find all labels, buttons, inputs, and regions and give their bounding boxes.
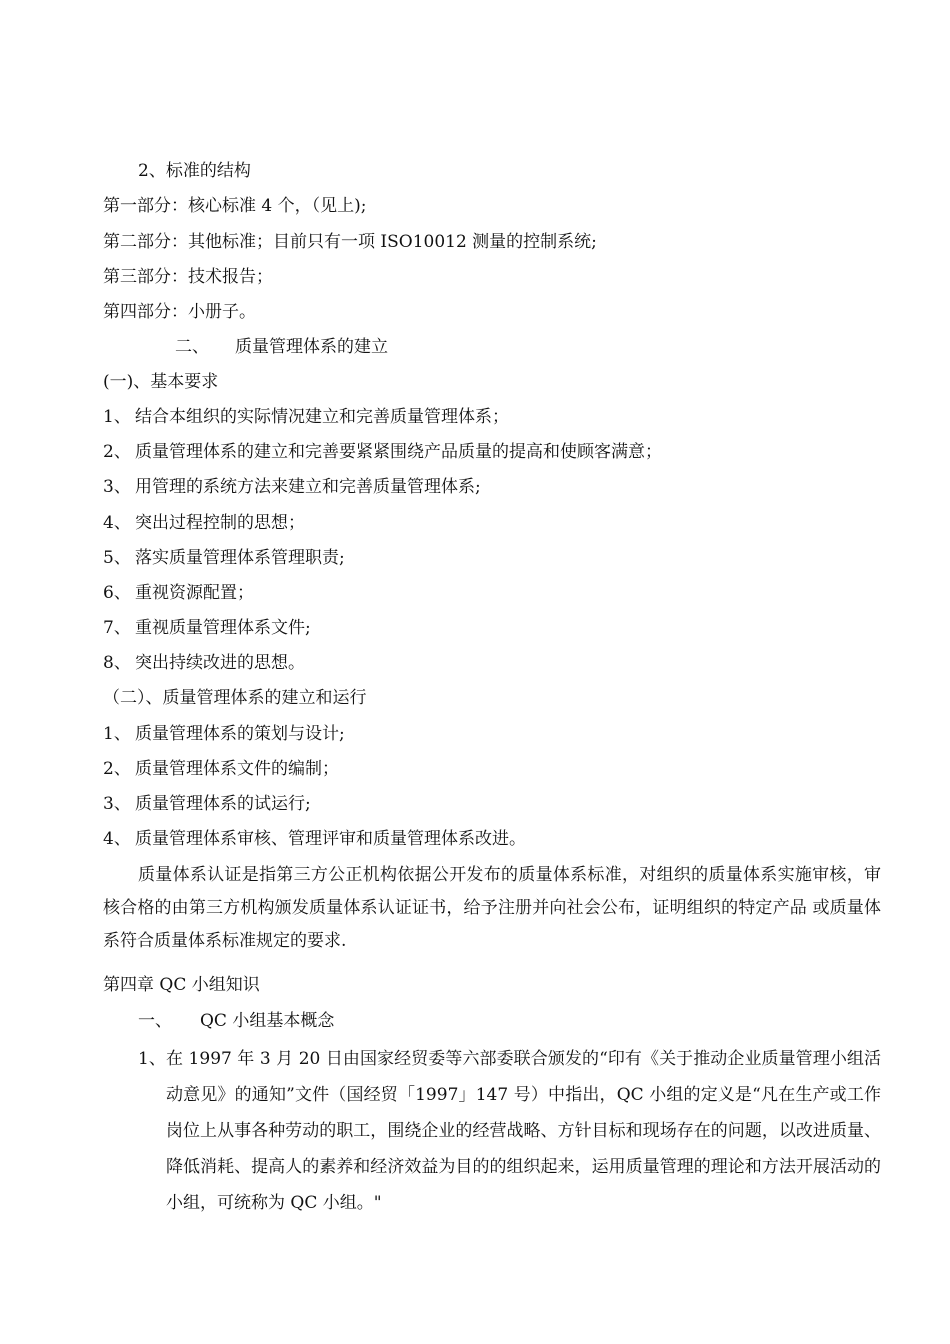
list-number: 7、: [103, 618, 131, 638]
list-number: 6、: [103, 583, 131, 603]
chapter4-sub-title: QC 小组基本概念: [200, 1011, 335, 1031]
certification-paragraph: 质量体系认证是指第三方公正机构依据公开发布的质量体系标准，对组织的质量体系实施审核，审核合格的由第三方机构颁发质量体系认证证书，给予注册并向社会公布，证明组织的特定产品 或质量体系符合质量体系标准规定的要求.: [103, 865, 881, 951]
section2-title: 质量管理体系的建立: [235, 337, 388, 357]
list-item: [103, 581, 254, 605]
list-text: 质量管理体系文件的编制；: [135, 759, 339, 779]
section2-number: 二、: [175, 337, 209, 357]
list-text: 质量管理体系的策划与设计;: [135, 724, 345, 744]
list-number: 4、: [103, 513, 131, 533]
list-item: [103, 757, 339, 781]
list-item: [103, 722, 345, 746]
part-line-3: 第三部分：技术报告；: [103, 267, 273, 287]
list-text: 质量管理体系的建立和完善要紧紧围绕产品质量的提高和使顾客满意；: [135, 442, 662, 462]
chapter4-sub-number: 一、: [138, 1011, 172, 1031]
qc-definition-item: [138, 1041, 881, 1221]
list-item: [103, 616, 311, 640]
part-line-4: 第四部分：小册子。: [103, 302, 256, 322]
list-number: 2、: [103, 442, 131, 462]
list-number: 3、: [103, 794, 131, 814]
list-text: 重视资源配置；: [135, 583, 254, 603]
chapter4-title: 第四章 QC 小组知识: [103, 975, 260, 995]
list-number: 8、: [103, 653, 131, 673]
list-text: 用管理的系统方法来建立和完善质量管理体系;: [135, 477, 481, 497]
basic-requirements-heading: (一)、基本要求: [103, 372, 219, 392]
qc-definition-text: 在 1997 年 3 月 20 日由国家经贸委等六部委联合颁发的“印有《关于推动企业质量管理小组活动意见》的通知”文件（国经贸「1997」147 号）中指出，QC 小组的定义是“凡在生产或工作岗位上从事各种劳动的职工，围绕企业的经营战略、方针目标和现场存在的问题，以改进质量、降低消耗、提高人的素养和经济效益为目的的组织起来，运用质量管理的理论和方法开展活动的小组，可统称为 QC 小组。": [166, 1049, 881, 1213]
establish-run-heading: （二）、质量管理体系的建立和运行: [103, 688, 367, 708]
list-item: [103, 511, 305, 535]
list-text: 质量管理体系审核、管理评审和质量管理体系改进。: [135, 829, 526, 849]
list-item: [103, 475, 481, 499]
list-item: [103, 546, 345, 570]
list-text: 落实质量管理体系管理职责;: [135, 548, 345, 568]
list-item: [103, 440, 662, 464]
list-number: 1、: [103, 407, 131, 427]
list-item: [103, 827, 526, 851]
list-item: [103, 792, 311, 816]
list-number: 2、: [103, 759, 131, 779]
list-item: [103, 651, 305, 675]
list-text: 质量管理体系的试运行;: [135, 794, 311, 814]
chapter4-subheading: [138, 1009, 334, 1033]
qc-item-number: 1、: [138, 1049, 166, 1069]
list-number: 4、: [103, 829, 131, 849]
structure-heading: 2、标准的结构: [138, 161, 251, 181]
section2-heading: [175, 335, 388, 359]
part-line-2: 第二部分：其他标准；目前只有一项 ISO10012 测量的控制系统;: [103, 232, 597, 252]
list-number: 5、: [103, 548, 131, 568]
list-text: 突出持续改进的思想。: [135, 653, 305, 673]
part-line-1: 第一部分：核心标准 4 个，（见上);: [103, 196, 367, 216]
list-item: [103, 405, 509, 429]
list-text: 突出过程控制的思想；: [135, 513, 305, 533]
list-number: 3、: [103, 477, 131, 497]
list-text: 结合本组织的实际情况建立和完善质量管理体系；: [135, 407, 509, 427]
list-text: 重视质量管理体系文件;: [135, 618, 311, 638]
list-number: 1、: [103, 724, 131, 744]
